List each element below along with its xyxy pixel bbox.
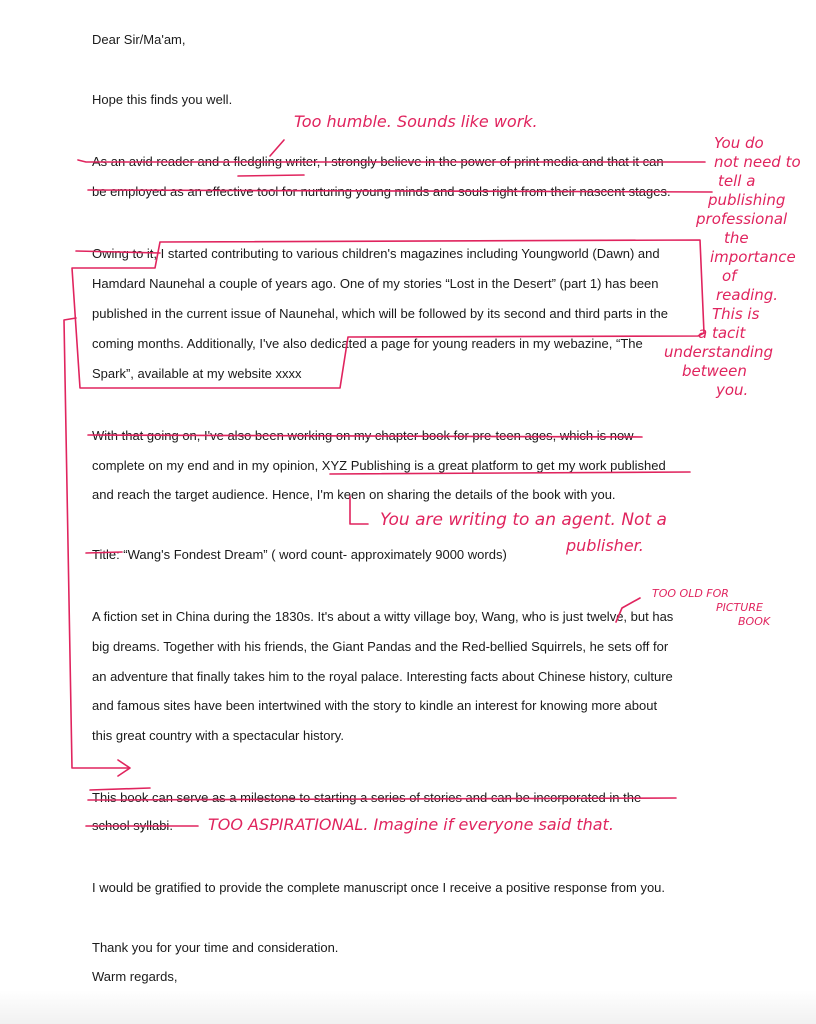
paragraph-line: this great country with a spectacular history. [92,728,344,743]
paragraph-line: Hamdard Naunehal a couple of years ago. One of my stories “Lost in the Desert” (part 1) has been [92,276,659,291]
closing-paragraph: I would be gratified to provide the complete manuscript once I receive a positive response from you. [92,880,666,895]
paragraph-line: Owing to it, I started contributing to various children's magazines including Youngworld (Dawn) and [92,246,660,261]
paragraph-line: and famous sites have been intertwined with the story to kindle an interest for knowing more about [92,698,658,713]
side-note-line: reading. [716,286,779,304]
paragraph-line: As an avid reader and a fledgling writer, I strongly believe in the power of print media and that it can [92,154,664,169]
side-note-line: not need to [714,153,801,171]
side-note-line: of [722,267,737,285]
paragraph-line: A fiction set in China during the 1830s. It's about a witty village boy, Wang, who is just twelve, but has [92,609,674,624]
paragraph-line: and reach the target audience. Hence, I'm keen on sharing the details of the book with you. [92,487,616,502]
side-note-line: the [724,229,749,247]
side-note-line: tell a [718,172,756,190]
annotation-too-old: TOO OLD FOR [652,587,729,600]
salutation: Dear Sir/Ma'am, [92,32,186,47]
signoff: Warm regards, [92,969,178,984]
paragraph-line: Spark”, available at my website xxxx [92,366,302,381]
paragraph-line: With that going on, I've also been working on my chapter book for pre-teen ages, which is now [92,428,634,443]
paragraph-line: complete on my end and in my opinion, XYZ Publishing is a great platform to get my work published [92,458,666,473]
paragraph-line: This book can serve as a milestone to starting a series of stories and can be incorporated in the [92,790,642,805]
annotation-too-old: PICTURE [716,601,763,614]
annotation-side-note [664,134,814,400]
paragraph-line: coming months. Additionally, I've also dedicated a page for young readers in my webazine, “The [92,336,643,351]
annotation-publisher: publisher. [566,536,644,555]
annotation-agent: You are writing to an agent. Not a [380,510,667,530]
paragraph-line: published in the current issue of Naunehal, which will be followed by its second and third parts in the [92,306,668,321]
page-bottom-fade [0,990,816,1024]
side-note-line: you. [716,381,749,399]
annotation-too-humble: Too humble. Sounds like work. [294,112,538,131]
annotation-too-old: BOOK [738,615,771,628]
book-title-line: Title: “Wang's Fondest Dream” ( word count- approximately 9000 words) [92,547,507,562]
side-note-line: importance [710,248,796,266]
side-note-line: This is [712,305,760,323]
side-note-line: You do [714,134,764,152]
paragraph-line: school syllabi. [92,818,173,833]
paragraph-line: big dreams. Together with his friends, the Giant Pandas and the Red-bellied Squirrels, he sets off for [92,639,669,654]
paragraph-line: be employed as an effective tool for nurturing young minds and souls right from their nascent stages. [92,184,671,199]
side-note-line: professional [696,210,788,228]
thanks-line: Thank you for your time and consideration. [92,940,339,955]
paragraph-line: an adventure that finally takes him to the royal palace. Interesting facts about Chinese history, culture [92,669,673,684]
side-note-line: understanding [664,343,774,361]
annotation-too-aspirational: TOO ASPIRATIONAL. Imagine if everyone said that. [208,815,614,834]
side-note-line: a tacit [698,324,746,342]
side-note-line: between [682,362,747,380]
greeting: Hope this finds you well. [92,92,233,107]
side-note-line: publishing [708,191,786,209]
